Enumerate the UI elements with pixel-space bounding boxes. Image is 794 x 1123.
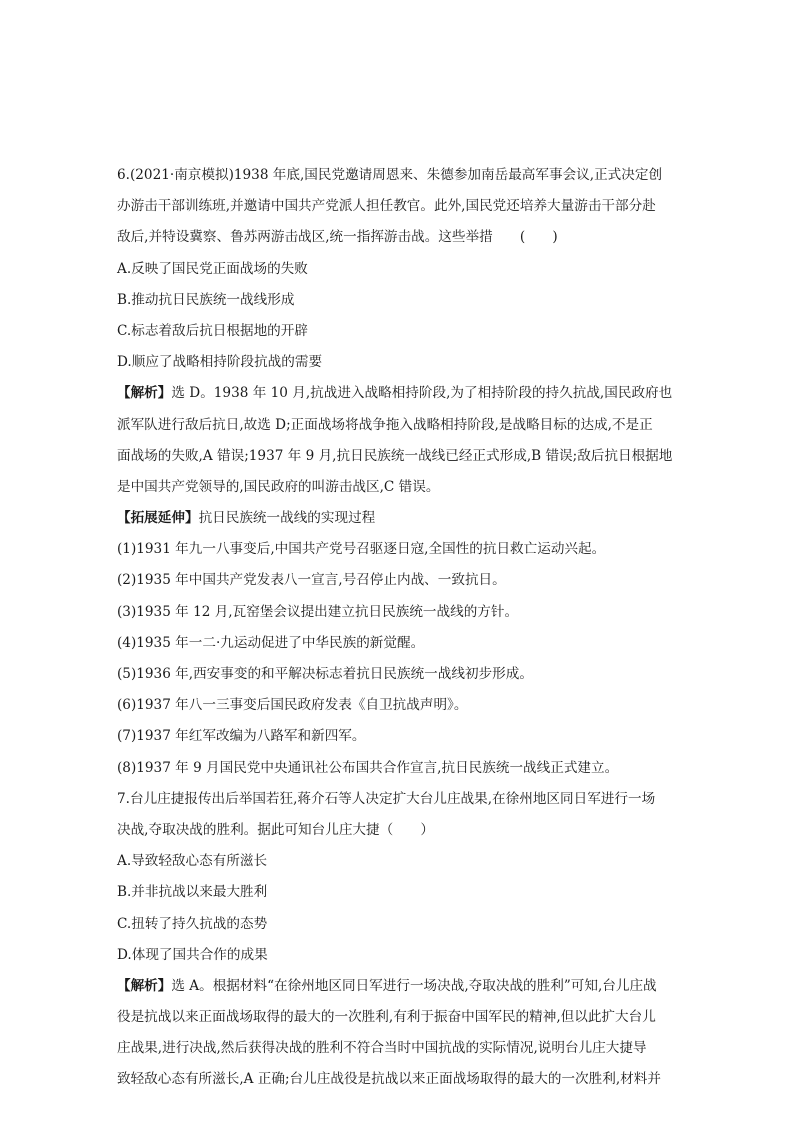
question-7-analysis-line: 庄战果,进行决战,然后获得决战的胜利不符合当时中国抗战的实际情况,说明台儿庄大捷导 <box>117 1040 647 1057</box>
question-7-option-a: A.导致轻敌心态有所滋长 <box>117 853 268 870</box>
question-7-analysis-line: 致轻敌心态有所滋长,A 正确;台儿庄战役是抗战以来正面战场取得的最大的一次胜利,材料并 <box>117 1071 661 1088</box>
analysis-text: 选 D。1938 年 10 月,抗战进入战略相持阶段,为了相持阶段的持久抗战,国民政府也 <box>171 385 673 402</box>
extension-item: (5)1936 年,西安事变的和平解决标志着抗日民族统一战线初步形成。 <box>117 666 533 682</box>
question-6-analysis-line <box>117 378 687 409</box>
question-7-stem-line: 7.台儿庄捷报传出后举国若狂,蒋介石等人决定扩大台儿庄战果,在徐州地区同日军进行一场 <box>117 790 656 807</box>
question-7-option-b: B.并非抗战以来最大胜利 <box>117 884 268 901</box>
extension-item: (3)1935 年 12 月,瓦窑堡会议提出建立抗日民族统一战线的方针。 <box>117 603 519 620</box>
question-6 <box>117 160 687 784</box>
document-page <box>117 160 687 1096</box>
question-6-analysis-line: 派军队进行敌后抗日,故选 D;正面战场将战争拖入战略相持阶段,是战略目标的达成,不是正 <box>117 416 653 433</box>
question-7-analysis-line: 役是抗战以来正面战场取得的最大的一次胜利,有利于振奋中国军民的精神,但以此扩大台儿 <box>117 1009 656 1026</box>
question-6-option-a: A.反映了国民党正面战场的失败 <box>117 260 308 277</box>
extension-item: (4)1935 年一二·九运动促进了中华民族的新觉醒。 <box>117 634 425 651</box>
extension-item: (7)1937 年红军改编为八路军和新四军。 <box>117 728 366 745</box>
question-6-analysis-line: 是中国共产党领导的,国民政府的叫游击战区,C 错误。 <box>117 478 440 495</box>
question-6-analysis-line: 面战场的失败,A 错误;1937 年 9 月,抗日民族统一战线已经正式形成,B 错误;敌后抗日根据地 <box>117 447 673 464</box>
question-7-option-d: D.体现了国共合作的成果 <box>117 946 268 963</box>
question-6-option-d: D.顺应了战略相持阶段抗战的需要 <box>117 354 323 371</box>
analysis-tag: 【解析】 <box>117 385 172 402</box>
analysis-tag: 【解析】 <box>117 977 172 994</box>
question-7 <box>117 784 687 1096</box>
extension-item: (2)1935 年中国共产党发表八一宣言,号召停止内战、一致抗日。 <box>117 572 506 589</box>
extension-title: 抗日民族统一战线的实现过程 <box>198 510 376 527</box>
analysis-text: 选 A。根据材料“在徐州地区同日军进行一场决战,夺取决战的胜利”可知,台儿庄战 <box>171 977 657 994</box>
question-7-analysis-line <box>117 971 687 1002</box>
question-6-option-c: C.标志着敌后抗日根据地的开辟 <box>117 322 308 339</box>
extension-item: (6)1937 年八一三事变后国民政府发表《自卫抗战声明》。 <box>117 697 468 714</box>
question-7-stem-line: 决战,夺取决战的胜利。据此可知台儿庄大捷（ ） <box>117 821 434 838</box>
extension-item: (1)1931 年九一八事变后,中国共产党号召驱逐日寇,全国性的抗日救亡运动兴起。 <box>117 541 606 558</box>
extension-item: (8)1937 年 9 月国民党中央通讯社公布国共合作宣言,抗日民族统一战线正式建立。 <box>117 759 619 776</box>
question-6-stem-line: 办游击干部训练班,并邀请中国共产党派人担任教官。此外,国民党还培养大量游击干部分赴 <box>117 198 656 215</box>
extension-tag: 【拓展延伸】 <box>117 510 199 527</box>
question-7-option-c: C.扭转了持久抗战的态势 <box>117 915 268 932</box>
extension-heading <box>117 503 687 534</box>
question-6-stem-line: 6.(2021·南京模拟)1938 年底,国民党邀请周恩来、朱德参加南岳最高军事会议,正式决定创 <box>117 167 663 183</box>
question-6-option-b: B.推动抗日民族统一战线形成 <box>117 291 295 308</box>
question-6-stem-line: 敌后,并特设冀察、鲁苏两游击战区,统一指挥游击战。这些举措 ( ) <box>117 229 558 246</box>
